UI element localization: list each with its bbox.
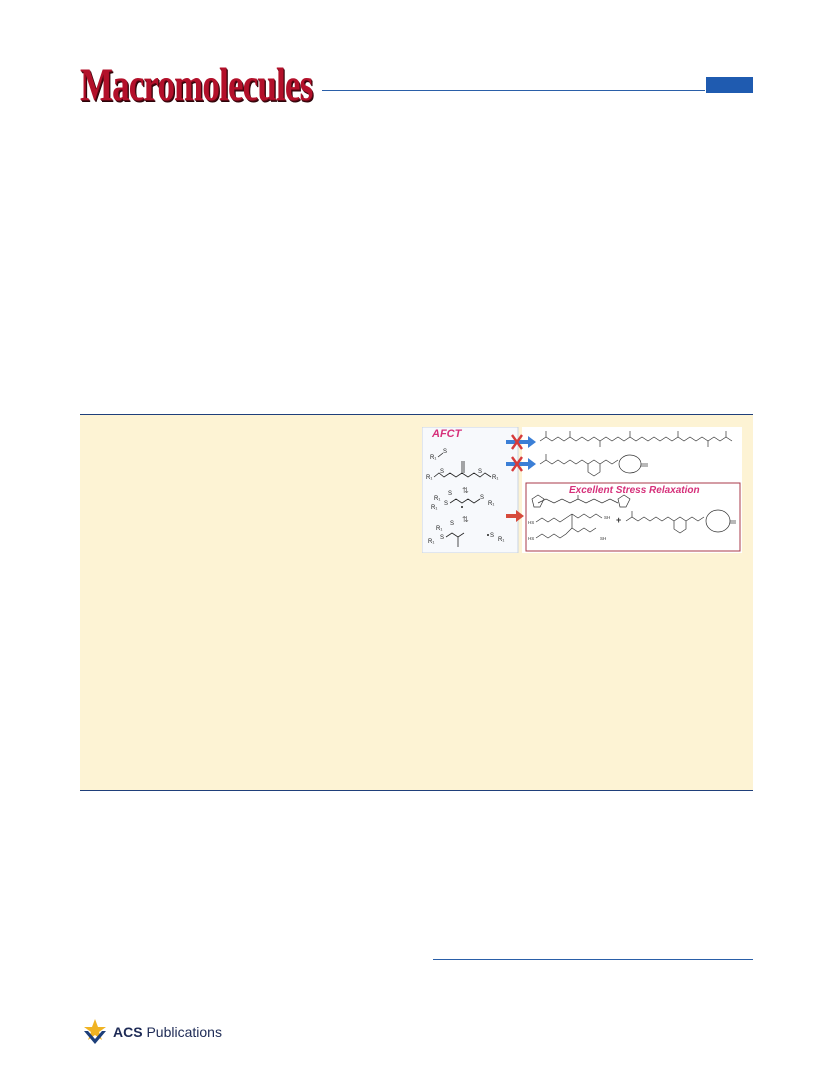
afct-label: AFCT [432, 428, 462, 440]
r1-label: R₁ [436, 526, 443, 532]
s-label: S [440, 535, 445, 541]
s-label: S [448, 491, 453, 497]
header-rule [322, 90, 705, 91]
thiol-label: SH [604, 515, 611, 520]
r1-label: R₁ [492, 475, 499, 481]
s-label: S [490, 533, 495, 539]
equilibrium-arrow: ⇅ [462, 486, 469, 495]
acs-logo-icon [80, 1017, 110, 1047]
thiol-label: HS [528, 536, 535, 541]
s-label: S [444, 501, 449, 507]
r1-label: R₁ [488, 501, 495, 507]
r1-label: R₁ [434, 496, 441, 502]
equilibrium-arrow: ⇅ [462, 515, 469, 524]
s-label: S [478, 469, 483, 475]
journal-title: Macromolecules [80, 59, 313, 111]
footnote-rule [433, 959, 753, 960]
s-label: S [450, 521, 455, 527]
thiol-label: SH [600, 536, 607, 541]
r1-label: R₁ [428, 539, 435, 545]
r1-label: R₁ [498, 537, 505, 543]
plus-sign: + [616, 515, 622, 525]
acs-publications-label: ACS Publications [113, 1024, 222, 1040]
toc-graphic [422, 427, 742, 553]
r1-label: R₁ [426, 475, 433, 481]
r1-label: R₁ [431, 505, 438, 511]
s-label: S [440, 469, 445, 475]
s-label: S [443, 449, 448, 455]
r1-label: R₁ [430, 455, 437, 461]
s-label: S [480, 495, 485, 501]
afct-mechanism-box [422, 427, 518, 553]
thiol-label: HS [528, 520, 535, 525]
stress-relaxation-title: Excellent Stress Relaxation [569, 485, 700, 496]
header-color-block [706, 77, 753, 93]
